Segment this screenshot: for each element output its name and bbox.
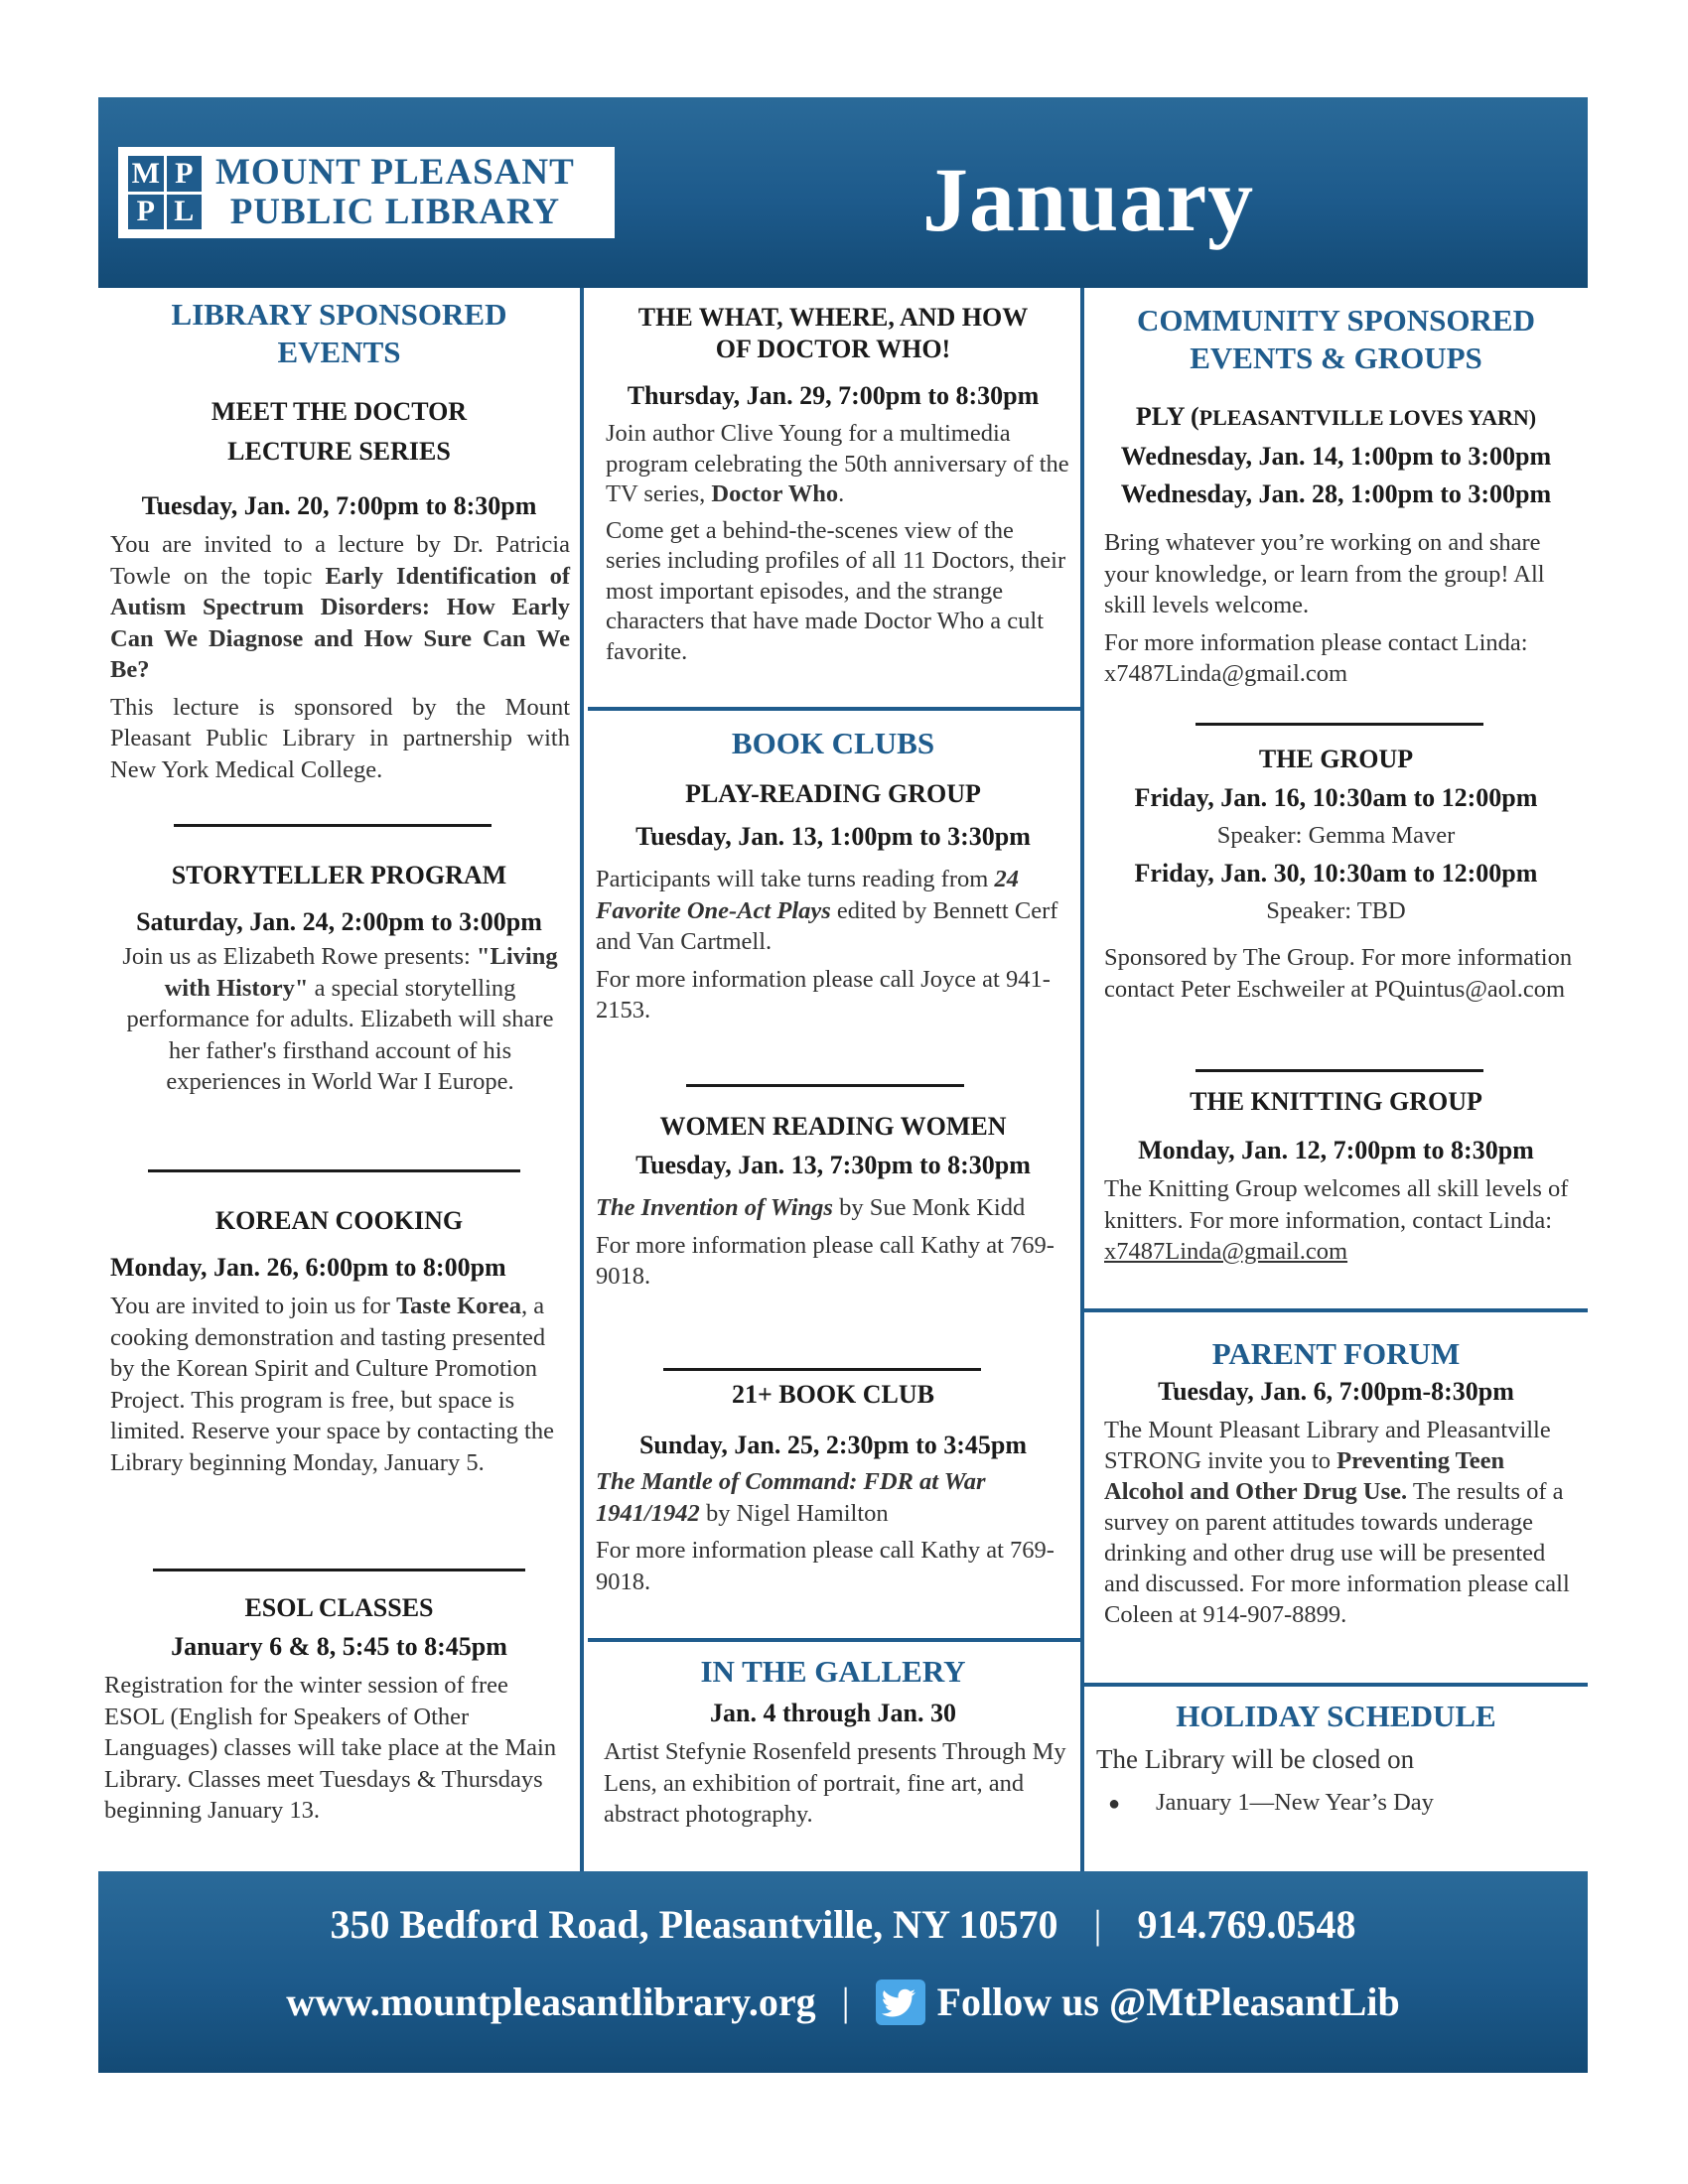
phone-number[interactable]: 914.769.0548 — [1137, 1902, 1356, 1947]
event-play-reading — [584, 774, 1082, 1032]
event-doctor-who — [584, 302, 1082, 673]
title-line: LIBRARY SPONSORED — [171, 297, 507, 332]
event-date: Tuesday, Jan. 13, 7:30pm to 8:30pm — [635, 1151, 1031, 1179]
event-title: ESOL CLASSES — [244, 1593, 434, 1622]
event-date: Sunday, Jan. 25, 2:30pm to 3:45pm — [638, 1431, 1028, 1459]
section-title: BOOK CLUBS — [731, 726, 935, 760]
holiday-list — [1096, 1787, 1578, 1821]
divider-rule — [153, 1569, 525, 1571]
text: PLEASANTVILLE LOVES YARN) — [1198, 405, 1537, 430]
logo-wordmark — [215, 153, 575, 232]
text: You are invited to join us for — [110, 1293, 397, 1319]
website-link[interactable]: www.mountpleasantlibrary.org — [286, 1979, 816, 2024]
program-name: "Living with History" — [164, 943, 558, 1002]
text: , a cooking demonstration and tasting presented by the Korean Spirit and Culture Promotion Project. This program is free, but space is limited. Reserve your space by contacting the Library beginning Monday, January 5. — [110, 1293, 554, 1476]
text: Bring whatever you’re working on and share your knowledge, or learn from the group! All skill levels welcome. — [1104, 529, 1545, 618]
parent-forum-section — [1084, 1335, 1588, 1630]
divider-rule — [174, 824, 492, 827]
bullet-icon: ● — [1108, 1793, 1121, 1815]
event-title: KOREAN COOKING — [214, 1206, 464, 1235]
event-description: Sponsored by The Group. For more information contact Peter Eschweiler at PQuintus@aol.com — [1104, 944, 1573, 1003]
header-banner — [98, 97, 1588, 288]
event-title: WOMEN READING WOMEN — [659, 1112, 1007, 1141]
holiday-schedule-section — [1084, 1698, 1588, 1821]
text: For more information please call Joyce at 941-2153. — [596, 965, 1051, 1024]
library-events-column — [98, 288, 580, 1871]
event-esol — [98, 1588, 580, 1827]
logo-line1: MOUNT PLEASANT — [215, 152, 575, 193]
section-title: IN THE GALLERY — [700, 1654, 966, 1689]
divider-rule — [1196, 723, 1483, 726]
title-line: MEET THE DOCTOR — [211, 397, 468, 426]
address: 350 Bedford Road, Pleasantville, NY 10570 — [330, 1902, 1058, 1947]
twitter-handle[interactable]: Follow us @MtPleasantLib — [936, 1979, 1400, 2024]
text: by Nigel Hamilton — [699, 1499, 889, 1527]
event-date: Monday, Jan. 12, 7:00pm to 8:30pm — [1138, 1136, 1534, 1164]
text: a special storytelling performance for adults. Elizabeth will share her father's firsthand account of his experiences in World War I Europe. — [126, 974, 554, 1095]
event-date: Friday, Jan. 30, 10:30am to 12:00pm — [1134, 859, 1538, 887]
email-link[interactable]: x7487Linda@gmail.com — [1104, 1238, 1348, 1265]
event-korean-cooking — [98, 1201, 580, 1478]
logo-line2: PUBLIC LIBRARY — [229, 192, 561, 232]
text: The results of a survey on parent attitudes towards underage drinking and other drug use will be presented and discussed. For more information please call Coleen at 914-907-8899. — [1104, 1478, 1570, 1628]
event-description — [110, 941, 570, 1098]
text: The Knitting Group welcomes all skill levels of knitters. For more information, contact Linda: — [1104, 1175, 1569, 1234]
holiday-intro: The Library will be closed on — [1096, 1744, 1415, 1774]
middle-column — [584, 288, 1082, 1871]
divider-rule — [1196, 1069, 1483, 1072]
event-date: Wednesday, Jan. 28, 1:00pm to 3:00pm — [1120, 479, 1552, 508]
community-events-column — [1084, 288, 1588, 1871]
footer-banner — [98, 1871, 1588, 2073]
logo-letter: P — [167, 156, 203, 192]
divider-rule — [148, 1169, 520, 1172]
event-description — [110, 529, 570, 785]
book-title: 24 Favorite One-Act Plays — [596, 866, 1019, 924]
text: Join us as Elizabeth Rowe presents: — [122, 943, 477, 970]
event-description — [596, 1466, 1072, 1597]
text: For more information please contact Linda: x7487Linda@gmail.com — [1104, 628, 1528, 687]
event-title: STORYTELLER PROGRAM — [171, 861, 507, 889]
event-date: Thursday, Jan. 29, 7:00pm to 8:30pm — [627, 381, 1040, 410]
event-storyteller — [98, 856, 580, 1098]
separator: | — [841, 1979, 850, 2024]
book-clubs-section — [584, 725, 1082, 762]
title-line: OF DOCTOR WHO! — [715, 335, 951, 363]
text: Join author Clive Young for a multimedia program celebrating the 50th anniversary of the TV series, — [606, 420, 1069, 507]
event-description: Registration for the winter session of free ESOL (English for Speakers of Other Languages) classes will take place at the Main Library. Classes meet Tuesdays & Thursdays beginning January 13. — [104, 1672, 557, 1824]
month-title: January — [922, 149, 1255, 250]
event-title — [1084, 397, 1588, 438]
section-title — [1084, 302, 1588, 377]
event-the-group — [1084, 740, 1588, 1005]
event-description — [1104, 1415, 1578, 1630]
text: The Mount Pleasant Library and Pleasantville STRONG invite you to — [1104, 1417, 1551, 1474]
event-date: Wednesday, Jan. 14, 1:00pm to 3:00pm — [1120, 442, 1552, 471]
event-date: Jan. 4 through Jan. 30 — [709, 1699, 957, 1727]
event-description — [110, 1291, 570, 1478]
holiday-item: January 1—New Year’s Day — [1156, 1789, 1434, 1816]
event-date: Monday, Jan. 26, 6:00pm to 8:00pm — [110, 1253, 506, 1282]
speaker: Speaker: Gemma Maver — [1216, 822, 1456, 849]
book-title: The Invention of Wings — [596, 1194, 833, 1221]
title-line: EVENTS — [277, 335, 401, 369]
text: For more information please call Kathy at 769-9018. — [596, 1537, 1055, 1595]
speaker: Speaker: TBD — [1266, 897, 1406, 924]
text: edited by Bennett Cerf and Van Cartmell. — [596, 896, 1058, 955]
separator: | — [1093, 1902, 1102, 1947]
section-title: PARENT FORUM — [1211, 1336, 1461, 1371]
event-title — [584, 302, 1082, 365]
list-item — [1108, 1787, 1578, 1821]
event-title: THE GROUP — [1258, 745, 1414, 773]
logo-letter: P — [128, 195, 164, 230]
text: PLY ( — [1135, 402, 1199, 431]
twitter-bird-icon[interactable] — [876, 1979, 925, 2025]
event-date: Tuesday, Jan. 6, 7:00pm-8:30pm — [1158, 1377, 1514, 1406]
gallery-section — [584, 1653, 1082, 1831]
text: Come get a behind-the-scenes view of the series including profiles of all 11 Doctors, their most important episodes, and the strange characters that have made Doctor Who a cult favorite. — [606, 516, 1066, 665]
web-line — [98, 1979, 1588, 2025]
event-description: Artist Stefynie Rosenfeld presents Through My Lens, an exhibition of portrait, fine art, and abstract photography. — [604, 1738, 1066, 1828]
text: For more information please call Kathy at 769-9018. — [596, 1231, 1055, 1290]
text: You are invited to a lecture by Dr. Patricia Towle on the topic — [110, 531, 570, 590]
event-title — [98, 392, 580, 472]
title-line: EVENTS & GROUPS — [1190, 341, 1482, 375]
text: . — [838, 480, 845, 507]
event-description — [596, 864, 1072, 1026]
series-name: Doctor Who — [711, 480, 839, 507]
program-name: Preventing Teen Alcohol and Other Drug Use. — [1104, 1447, 1505, 1505]
book-title: The Mantle of Command: FDR at War 1941/1942 — [596, 1468, 986, 1527]
event-title: THE KNITTING GROUP — [1190, 1087, 1482, 1116]
library-logo[interactable] — [118, 147, 615, 238]
event-date: Tuesday, Jan. 13, 1:00pm to 3:30pm — [635, 822, 1031, 851]
event-title: PLAY-READING GROUP — [685, 779, 981, 808]
divider-rule — [686, 1084, 964, 1087]
event-women-reading-women — [584, 1107, 1082, 1298]
event-date: January 6 & 8, 5:45 to 8:45pm — [171, 1632, 507, 1661]
program-name: Taste Korea — [396, 1293, 521, 1319]
event-description — [596, 1192, 1072, 1293]
event-description — [1104, 1173, 1578, 1268]
lecture-topic: Early Identification of Autism Spectrum Disorders: How Early Can We Diagnose and How Sure Can We Be? — [110, 562, 570, 683]
title-line: COMMUNITY SPONSORED — [1136, 303, 1535, 338]
community-sponsored-section — [1084, 302, 1588, 377]
event-title: 21+ BOOK CLUB — [731, 1380, 935, 1409]
title-line: LECTURE SERIES — [227, 437, 451, 466]
section-title — [98, 296, 580, 371]
text: This lecture is sponsored by the Mount Pleasant Public Library in partnership with New York Medical College. — [110, 693, 570, 783]
library-sponsored-section — [98, 296, 580, 371]
logo-monogram — [128, 156, 202, 229]
event-description — [606, 419, 1072, 667]
event-meet-the-doctor — [98, 392, 580, 791]
event-ply — [1084, 397, 1588, 696]
event-date: Friday, Jan. 16, 10:30am to 12:00pm — [1134, 783, 1538, 812]
logo-letter: M — [128, 156, 164, 192]
title-line: THE WHAT, WHERE, AND HOW — [637, 303, 1029, 332]
event-21-book-club — [584, 1375, 1082, 1603]
divider-rule — [663, 1368, 981, 1371]
event-date: Saturday, Jan. 24, 2:00pm to 3:00pm — [136, 907, 542, 936]
contact-line — [98, 1901, 1588, 1948]
event-knitting-group — [1084, 1082, 1588, 1268]
section-title: HOLIDAY SCHEDULE — [1176, 1699, 1496, 1733]
text: by Sue Monk Kidd — [832, 1194, 1026, 1221]
event-date: Tuesday, Jan. 20, 7:00pm to 8:30pm — [141, 491, 537, 520]
logo-letter: L — [167, 195, 203, 230]
text: Participants will take turns reading from — [596, 866, 995, 892]
event-description — [1104, 527, 1578, 690]
